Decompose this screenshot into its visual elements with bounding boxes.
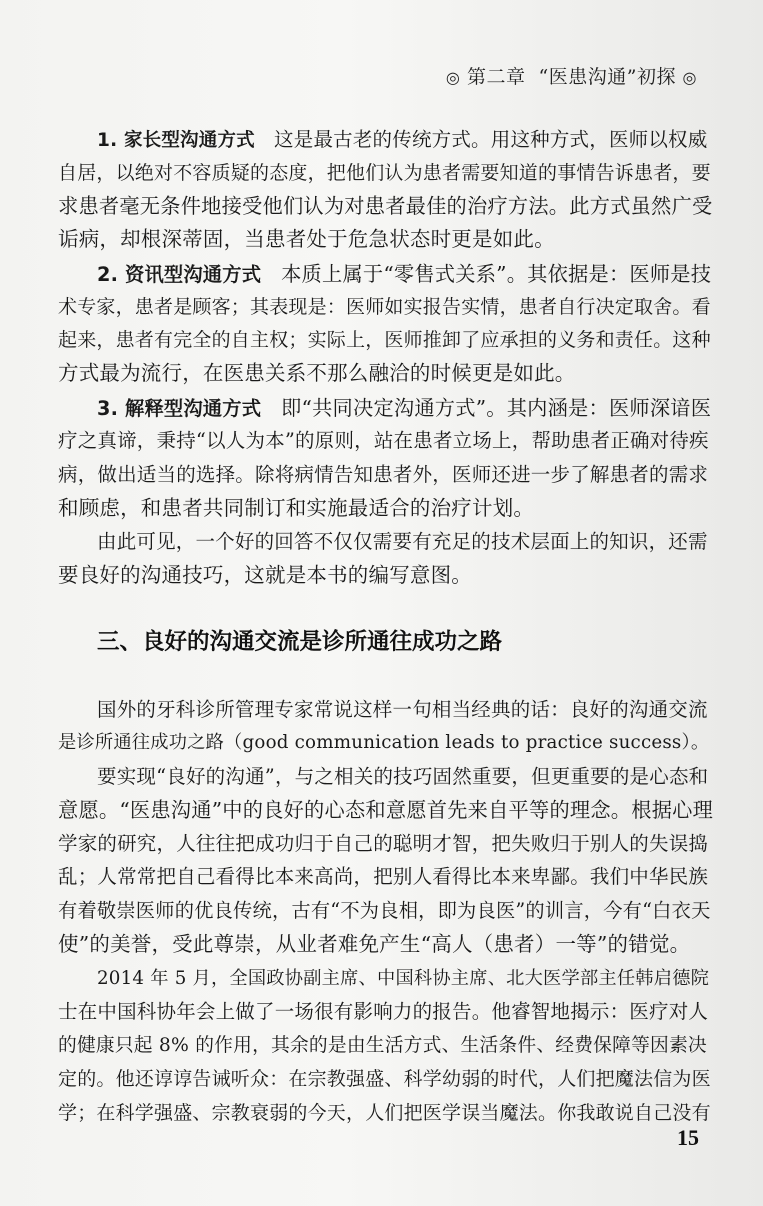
paragraph-line: 病，做出适当的选择。除将病情告知患者外，医师还进一步了解患者的需求 (58, 463, 709, 486)
paragraph-line: 有着敬崇医师的优良传统，古有“不为良相，即为良医”的训言，今有“白衣天 (58, 899, 711, 922)
running-head (446, 62, 697, 89)
paragraph-line: 诟病，却根深蒂固，当患者处于危急状态时更是如此。 (58, 227, 555, 251)
chapter-number: 第二章 (466, 66, 526, 88)
paragraph-line: 要实现“良好的沟通”，与之相关的技巧固然重要，但更重要的是心态和 (97, 765, 709, 788)
paragraph-line: 求患者毫无条件地接受他们认为对患者最佳的治疗方法。此方式虽然广受 (58, 194, 713, 218)
paragraph-line: 和顾虑，和患者共同制订和实施最适合的治疗计划。 (58, 496, 535, 520)
paragraph-line: 2014 年 5 月，全国政协副主席、中国科协主席、北大医学部主任韩启德院 (97, 968, 710, 989)
chapter-title: “医患沟通”初探 (538, 66, 676, 88)
paragraph-line: 1. 家长型沟通方式 这是最古老的传统方式。用这种方式，医师以权威 (97, 128, 708, 151)
paragraph-line: 国外的牙科诊所管理专家常说这样一句相当经典的话：良好的沟通交流 (97, 698, 708, 721)
paragraph-line: 乱；人常常把自己看得比本来高尚，把别人看得比本来卑鄙。我们中华民族 (58, 865, 709, 888)
paragraph-line: 起来，患者有完全的自主权；实际上，医师推卸了应承担的义务和责任。这种 (58, 329, 711, 351)
paragraph-line: 3. 解释型沟通方式 即“共同决定沟通方式”。其内涵是：医师深谙医 (97, 396, 712, 420)
paragraph-line: 要良好的沟通技巧，这就是本书的编写意图。 (58, 563, 472, 587)
paragraph-label: 3. 解释型沟通方式 (97, 397, 262, 420)
paragraph-line: 意愿。“医患沟通”中的良好的心态和意愿首先来自平等的理念。根据心理 (58, 798, 714, 822)
page-number: 15 (677, 1125, 699, 1150)
ornament-left-icon: ◎ (445, 68, 461, 87)
paragraph-line: 疗之真谛，秉持“以人为本”的原则，站在患者立场上，帮助患者正确对待疾 (58, 429, 709, 452)
paragraph-line: 学家的研究，人往往把成功归于自己的聪明才智，把失败归于别人的失误捣 (58, 832, 709, 855)
paragraph-line: 自居，以绝对不容质疑的态度，把他们认为患者需要知道的事情告诉患者，要 (58, 162, 711, 184)
paragraph-line: 是诊所通往成功之路（good communication leads to practice success）。 (58, 732, 710, 753)
paragraph-label: 1. 家长型沟通方式 (97, 130, 255, 151)
paragraph-label: 2. 资讯型沟通方式 (97, 263, 262, 286)
paragraph-line: 术专家，患者是顾客；其表现是：医师如实报告实情，患者自行决定取舍。看 (58, 296, 711, 318)
paragraph-line: 方式最为流行，在医患关系不那么融洽的时候更是如此。 (58, 361, 576, 385)
paragraph-line: 使”的美誉，受此尊崇，从业者难免产生“高人（患者）一等”的错觉。 (58, 932, 691, 956)
paragraph-line: 的健康只起 8% 的作用，其余的是由生活方式、生活条件、经费保障等因素决 (58, 1035, 707, 1056)
paragraph-line: 2. 资讯型沟通方式 本质上属于“零售式关系”。其依据是：医师是技 (97, 262, 712, 286)
paragraph-line: 士在中国科协年会上做了一场很有影响力的报告。他睿智地揭示：医疗对人 (58, 1000, 709, 1023)
ornament-right-icon: ◎ (682, 68, 697, 87)
paragraph-line: 学；在科学强盛、宗教衰弱的今天，人们把医学误当魔法。你我敢说自己没有 (58, 1102, 711, 1124)
paragraph-line: 定的。他还谆谆告诫听众：在宗教强盛、科学幼弱的时代，人们把魔法信为医 (58, 1068, 711, 1090)
paragraph-line: 由此可见，一个好的回答不仅仅需要有充足的技术层面上的知识，还需 (97, 530, 708, 553)
section-heading: 三、良好的沟通交流是诊所通往成功之路 (97, 629, 503, 655)
